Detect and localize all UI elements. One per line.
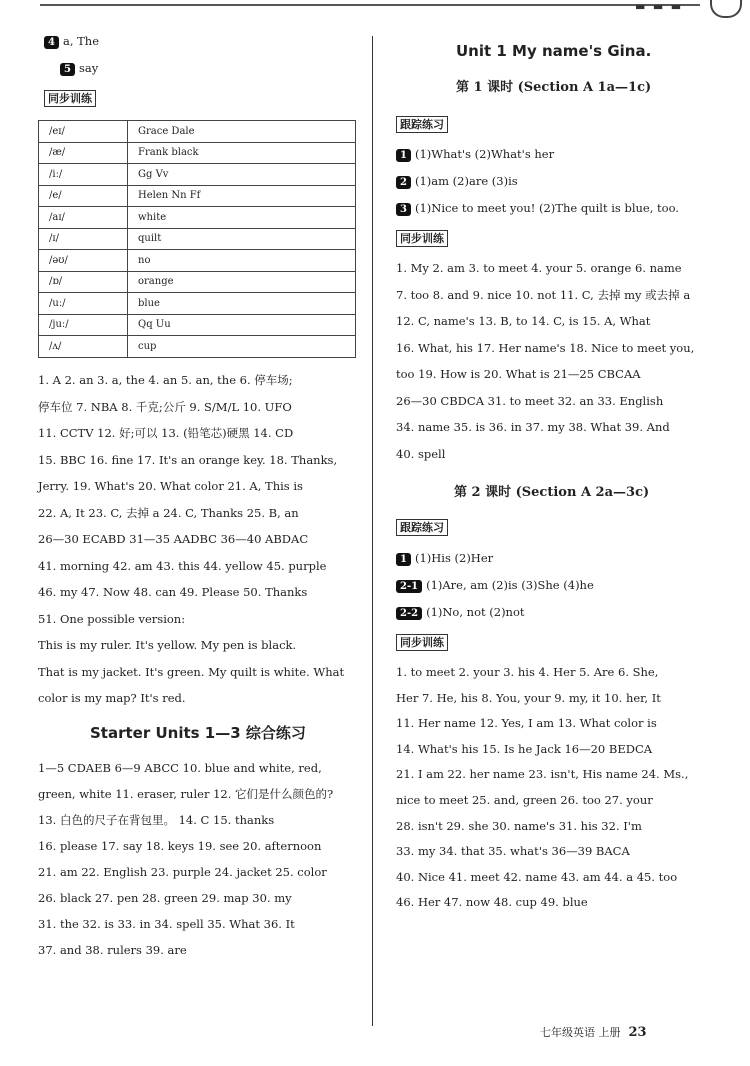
lesson1-title: 第 1 课时 (Section A 1a—1c) — [456, 80, 652, 95]
track-item — [396, 200, 679, 216]
answer-line: 13. 白色的尺子在背包里。 14. C 15. thanks — [38, 813, 275, 827]
item-text: (1)What's (2)What's her — [414, 147, 555, 161]
answer-line: Jerry. 19. What's 20. What color 21. A, This is — [38, 479, 303, 493]
lesson2-title: 第 2 课时 (Section A 2a—3c) — [454, 485, 650, 500]
answer-line: 11. Her name 12. Yes, I am 13. What color is — [396, 716, 657, 731]
answer-line: 停车位 7. NBA 8. 千克;公斤 9. S/M/L 10. UFO — [38, 399, 292, 414]
phonetic-symbol: /iː/ — [39, 164, 128, 186]
answer-item-5 — [60, 60, 98, 76]
phonics-row — [39, 121, 356, 143]
header-rule — [40, 4, 700, 10]
phonics-row — [39, 228, 356, 250]
answer-line: 26—30 CBDCA 31. to meet 32. an 33. English — [396, 393, 664, 408]
answer-line: 34. name 35. is 36. in 37. my 38. What 39. And — [396, 420, 670, 434]
track-item — [396, 173, 518, 189]
item-text: (1)am (2)are (3)is — [414, 174, 518, 188]
phonics-row — [39, 207, 356, 229]
answer-line: 40. Nice 41. meet 42. name 43. am 44. a 45. too — [396, 869, 678, 884]
phonics-row — [39, 250, 356, 272]
phonetic-symbol: /juː/ — [39, 314, 128, 336]
example-words: quilt — [128, 228, 356, 250]
track-item — [396, 577, 594, 593]
phonetic-symbol: /ɪ/ — [39, 228, 128, 250]
answer-line: nice to meet 25. and, green 26. too 27. your — [396, 793, 653, 807]
track-item — [396, 146, 554, 162]
item-tag: 1 — [396, 553, 411, 566]
section-label-sync-1: 同步训练 — [396, 230, 448, 247]
answer-line: 40. spell — [396, 446, 446, 461]
phonetic-symbol: /ʌ/ — [39, 336, 128, 358]
answer-line: 33. my 34. that 35. what's 36—39 BACA — [396, 844, 630, 859]
item-tag: 5 — [60, 63, 75, 76]
item-tag: 1 — [396, 149, 411, 162]
page-number: 23 — [628, 1025, 647, 1040]
section-label-sync: 同步训练 — [44, 90, 96, 107]
phonetic-symbol: /ɒ/ — [39, 271, 128, 293]
track-item — [396, 550, 493, 566]
phonetic-symbol: /e/ — [39, 185, 128, 207]
answer-line: 1. A 2. an 3. a, the 4. an 5. an, the 6. 停车场; — [38, 373, 293, 387]
answer-line: 26—30 ECABD 31—35 AADBC 36—40 ABDAC — [38, 532, 309, 546]
unit1-title: Unit 1 My name's Gina. — [456, 42, 652, 60]
answer-line: 7. too 8. and 9. nice 10. not 11. C, 去掉 my 或去掉 a — [396, 287, 691, 302]
example-words: blue — [128, 293, 356, 315]
phonetic-symbol: /aɪ/ — [39, 207, 128, 229]
answer-line: 11. CCTV 12. 好;可以 13. (铅笔芯)硬黑 14. CD — [38, 426, 294, 440]
item-tag: 4 — [44, 36, 59, 49]
section-label-track-2: 跟踪练习 — [396, 519, 448, 536]
section-label-track-1: 跟踪练习 — [396, 116, 448, 133]
answer-line: 26. black 27. pen 28. green 29. map 30. my — [38, 891, 292, 905]
answer-line: 1—5 CDAEB 6—9 ABCC 10. blue and white, red, — [38, 761, 322, 775]
phonetic-symbol: /əʊ/ — [39, 250, 128, 272]
item-text: say — [78, 61, 99, 75]
phonics-row — [39, 164, 356, 186]
answer-line: color is my map? It's red. — [38, 691, 186, 705]
answer-line: 1. My 2. am 3. to meet 4. your 5. orange 6. name — [396, 261, 682, 275]
item-text: (1)Are, am (2)is (3)She (4)he — [426, 578, 594, 592]
example-words: Qq Uu — [128, 314, 356, 336]
answer-line: 15. BBC 16. fine 17. It's an orange key. 18. Thanks, — [38, 452, 338, 467]
answer-line: 31. the 32. is 33. in 34. spell 35. What 36. It — [38, 917, 295, 931]
example-words: white — [128, 207, 356, 229]
answer-line: 41. morning 42. am 43. this 44. yellow 45. purple — [38, 558, 327, 573]
answer-line: Her 7. He, his 8. You, your 9. my, it 10. her, It — [396, 690, 661, 705]
item-tag: 3 — [396, 203, 411, 216]
phonics-table — [38, 120, 356, 358]
answer-line: This is my ruler. It's yellow. My pen is black. — [38, 638, 297, 652]
section-label-sync-2: 同步训练 — [396, 634, 448, 651]
footer-text: 七年级英语 上册 — [540, 1026, 621, 1039]
page-corner-icon — [710, 0, 742, 18]
item-text: a, The — [62, 34, 100, 48]
answer-line: 28. isn't 29. she 30. name's 31. his 32. I'm — [396, 818, 642, 833]
answer-line: 16. please 17. say 18. keys 19. see 20. afternoon — [38, 839, 322, 853]
phonetic-symbol: /eɪ/ — [39, 121, 128, 143]
answer-line: 1. to meet 2. your 3. his 4. Her 5. Are 6. She, — [396, 665, 659, 679]
starter-units-title: Starter Units 1—3 综合练习 — [90, 724, 306, 742]
header-mark: ▬ ▬ ▬ — [635, 0, 684, 13]
item-tag: 2-2 — [396, 607, 422, 620]
example-words: Grace Dale — [128, 121, 356, 143]
phonetic-symbol: /æ/ — [39, 142, 128, 164]
example-words: Helen Nn Ff — [128, 185, 356, 207]
answer-item-4 — [44, 33, 99, 49]
item-text: (1)No, not (2)not — [426, 605, 525, 619]
phonics-row — [39, 185, 356, 207]
column-divider — [372, 36, 373, 1026]
example-words: Gg Vv — [128, 164, 356, 186]
answer-line: 51. One possible version: — [38, 611, 186, 626]
answer-line: too 19. How is 20. What is 21—25 CBCAA — [396, 367, 641, 381]
answer-line: 21. am 22. English 23. purple 24. jacket 25. color — [38, 865, 327, 879]
item-tag: 2-1 — [396, 580, 422, 593]
answer-line: 46. my 47. Now 48. can 49. Please 50. Thanks — [38, 585, 308, 599]
phonics-row — [39, 271, 356, 293]
answer-line: 12. C, name's 13. B, to 14. C, is 15. A, What — [396, 314, 651, 328]
phonics-row — [39, 314, 356, 336]
example-words: Frank black — [128, 142, 356, 164]
example-words: cup — [128, 336, 356, 358]
answer-line: That is my jacket. It's green. My quilt is white. What — [38, 664, 345, 679]
track-item — [396, 604, 525, 620]
example-words: no — [128, 250, 356, 272]
answer-line: 14. What's his 15. Is he Jack 16—20 BEDCA — [396, 741, 653, 756]
phonics-row — [39, 336, 356, 358]
answer-line: green, white 11. eraser, ruler 12. 它们是什么颜色的? — [38, 787, 334, 801]
answer-line: 37. and 38. rulers 39. are — [38, 943, 187, 957]
phonics-row — [39, 142, 356, 164]
answer-line: 16. What, his 17. Her name's 18. Nice to meet you, — [396, 340, 695, 355]
answer-line: 21. I am 22. her name 23. isn't, His name 24. Ms., — [396, 767, 689, 782]
example-words: orange — [128, 271, 356, 293]
item-text: (1)His (2)Her — [414, 551, 494, 565]
phonetic-symbol: /uː/ — [39, 293, 128, 315]
phonics-row — [39, 293, 356, 315]
page-footer — [540, 1024, 647, 1040]
answer-line: 46. Her 47. now 48. cup 49. blue — [396, 895, 588, 910]
item-tag: 2 — [396, 176, 411, 189]
answer-line: 22. A, It 23. C, 去掉 a 24. C, Thanks 25. B, an — [38, 505, 299, 520]
item-text: (1)Nice to meet you! (2)The quilt is blue, too. — [414, 201, 679, 215]
